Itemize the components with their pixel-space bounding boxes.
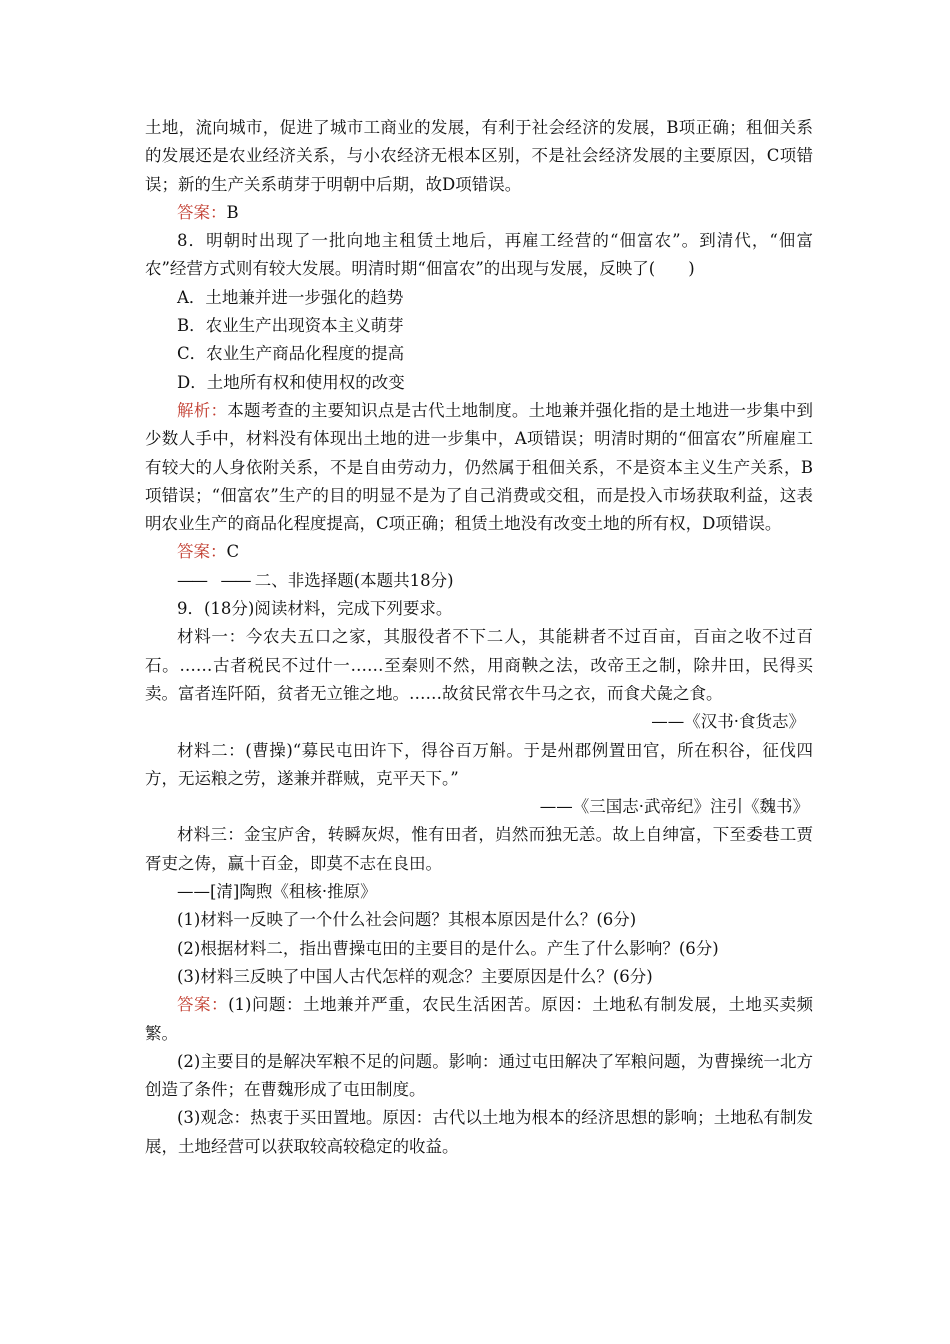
section-heading bbox=[145, 567, 813, 595]
q9-stem: 9．(18分)阅读材料，完成下列要求。 bbox=[177, 599, 453, 619]
q9-subquestion-1: (1)材料一反映了一个什么社会问题？其根本原因是什么？(6分) bbox=[177, 910, 637, 930]
q9-material-2: 材料二：(曹操)“募民屯田许下，得谷百万斛。于是州郡例置田官，所在积谷，征伐四方，无运粮之劳，遂兼并群贼，克平天下。” bbox=[145, 740, 813, 788]
q8-option-c: C．农业生产商品化程度的提高 bbox=[177, 344, 405, 364]
q8-option-d: D．土地所有权和使用权的改变 bbox=[177, 372, 405, 392]
answer-label: 答案： bbox=[177, 542, 227, 562]
q9-material-3: 材料三：金宝庐舍，转瞬灰烬，惟有田者，岿然而独无恙。故上自绅富，下至委巷工贾胥吏之俦，赢十百金，即莫不志在良田。 bbox=[145, 825, 813, 873]
q9-material-1-source: ——《汉书·食货志》 bbox=[651, 712, 805, 732]
q7-explanation-tail: 土地，流向城市，促进了城市工商业的发展，有利于社会经济的发展，B项正确；租佃关系的发展还是农业经济关系，与小农经济无根本区别，不是社会经济发展的主要原因，C项错误；新的生产关系萌芽于明朝中后期，故D项错误。 bbox=[145, 118, 813, 194]
q9-answer-1 bbox=[145, 991, 813, 1048]
section-dashes: —— —— bbox=[177, 570, 250, 590]
q8-stem: 8．明朝时出现了一批向地主租赁土地后，再雇工经营的“佃富农”。到清代，“佃富农”经营方式则有较大发展。明清时期“佃富农”的出现与发展，反映了( ) bbox=[145, 231, 813, 279]
q9-subquestion-3: (3)材料三反映了中国人古代怎样的观念？主要原因是什么？(6分) bbox=[177, 966, 653, 986]
answer-text: (1)问题：土地兼并严重，农民生活困苦。原因：土地私有制发展，土地买卖频繁。 bbox=[145, 995, 814, 1043]
section-title: 二、非选择题(本题共18分) bbox=[254, 570, 454, 590]
answer-label: 答案： bbox=[177, 202, 227, 222]
q9-material-3-source: ——[清]陶煦《租核·推原》 bbox=[177, 882, 377, 902]
answer-label: 答案： bbox=[177, 995, 229, 1015]
q9-answer-3: (3)观念：热衷于买田置地。原因：古代以土地为根本的经济思想的影响；土地私有制发展，土地经营可以获取较高较稳定的收益。 bbox=[145, 1108, 813, 1156]
q9-subquestion-2: (2)根据材料二，指出曹操屯田的主要目的是什么。产生了什么影响？(6分) bbox=[177, 938, 719, 958]
q7-answer bbox=[145, 199, 813, 227]
q9-material-2-source: ——《三国志·武帝纪》注引《魏书》 bbox=[539, 797, 809, 817]
document-page bbox=[145, 114, 813, 1161]
analysis-text: 本题考查的主要知识点是古代土地制度。土地兼并强化指的是土地进一步集中到少数人手中，材料没有体现出土地的进一步集中，A项错误；明清时期的“佃富农”所雇雇工有较大的人身依附关系，不是自由劳动力，仍然属于租佃关系，不是资本主义生产关系，B项错误；“佃富农”生产的目的明显不是为了自己消费或交租，而是投入市场获取利益，这表明农业生产的商品化程度提高，C项正确；租赁土地没有改变土地的所有权，D项错误。 bbox=[145, 400, 814, 534]
q8-option-a: A．土地兼并进一步强化的趋势 bbox=[177, 287, 404, 307]
q8-answer bbox=[145, 538, 813, 566]
answer-value: C bbox=[226, 542, 240, 562]
answer-value: B bbox=[226, 202, 239, 222]
q8-option-b: B．农业生产出现资本主义萌芽 bbox=[177, 316, 404, 336]
analysis-label: 解析： bbox=[177, 400, 228, 420]
q9-material-1: 材料一：今农夫五口之家，其服役者不下二人，其能耕者不过百亩，百亩之收不过百石。……古者税民不过什一……至秦则不然，用商鞅之法，改帝王之制，除井田，民得买卖。富者连阡陌，贫者无立锥之地。……故贫民常衣牛马之衣，而食犬彘之食。 bbox=[145, 627, 813, 703]
q8-analysis bbox=[145, 397, 813, 538]
q9-answer-2: (2)主要目的是解决军粮不足的问题。影响：通过屯田解决了军粮问题，为曹操统一北方创造了条件；在曹魏形成了屯田制度。 bbox=[145, 1051, 813, 1100]
